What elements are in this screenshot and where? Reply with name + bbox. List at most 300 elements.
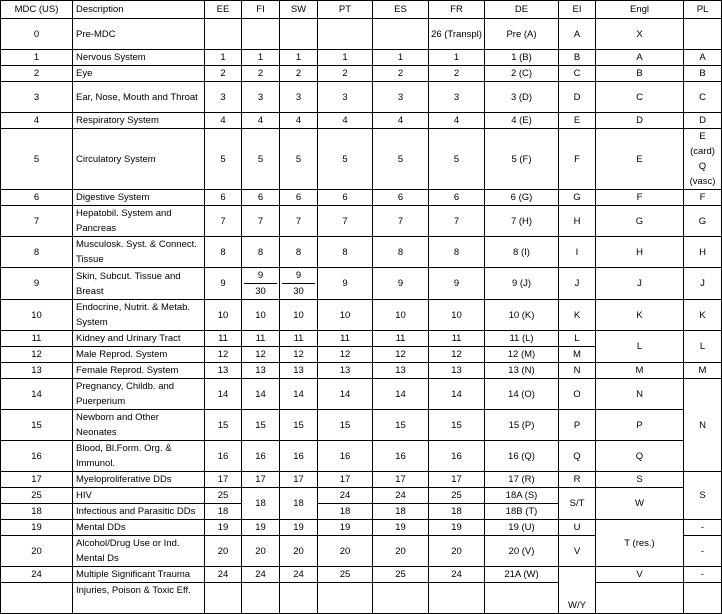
- cell-sw: [280, 19, 318, 50]
- table-row: [1, 379, 722, 410]
- cell-mdc: 1: [1, 50, 73, 66]
- cell-description: Alcohol/Drug Use or Ind. Mental Ds: [73, 536, 205, 567]
- cell-ei: V: [559, 536, 596, 567]
- cell-fr: 1: [429, 50, 485, 66]
- cell-pt: 19: [318, 520, 373, 536]
- table-row: [1, 66, 722, 82]
- cell-pt: 18: [318, 504, 373, 520]
- cell-sw: 2: [280, 66, 318, 82]
- cell-ei: B: [559, 50, 596, 66]
- cell-mdc: 12: [1, 347, 73, 363]
- cell-es: 8: [373, 237, 429, 268]
- cell-mdc: 9: [1, 268, 73, 300]
- cell-ei: D: [559, 82, 596, 113]
- cell-fr: 13: [429, 363, 485, 379]
- cell-mdc: 3: [1, 82, 73, 113]
- cell-fi: 20: [242, 536, 280, 567]
- cell-description: Myeloproliferative DDs: [73, 472, 205, 488]
- cell-ee: 9: [205, 268, 242, 300]
- table-row: [1, 410, 722, 441]
- cell-pt: 1: [318, 50, 373, 66]
- cell-es: 6: [373, 190, 429, 206]
- table-row: [1, 237, 722, 268]
- cell-fr: 12: [429, 347, 485, 363]
- cell-ei: C: [559, 66, 596, 82]
- cell-es: 4: [373, 113, 429, 129]
- cell-engl: C: [596, 82, 684, 113]
- cell-description: Blood, Bl.Form. Org. & Immunol.: [73, 441, 205, 472]
- cell-sw: 4: [280, 113, 318, 129]
- cell-de: 17 (R): [485, 472, 559, 488]
- cell-ee: 12: [205, 347, 242, 363]
- cell-pl-merged: N: [684, 379, 722, 472]
- cell-description: Endocrine, Nutrit. & Metab. System: [73, 300, 205, 331]
- cell-ee: 16: [205, 441, 242, 472]
- cell-engl: [596, 583, 684, 614]
- cell-fr: 4: [429, 113, 485, 129]
- cell-es: 15: [373, 410, 429, 441]
- cell-engl-merged: W: [596, 488, 684, 520]
- cell-ei: M: [559, 347, 596, 363]
- cell-ei: P: [559, 410, 596, 441]
- cell-engl: A: [596, 50, 684, 66]
- cell-fr: 26 (Transpl): [429, 19, 485, 50]
- header-pt: PT: [318, 1, 373, 19]
- cell-fi: 2: [242, 66, 280, 82]
- cell-engl: B: [596, 66, 684, 82]
- cell-sw: 10: [280, 300, 318, 331]
- cell-ei: F: [559, 129, 596, 190]
- cell-mdc: 5: [1, 129, 73, 190]
- cell-mdc: 10: [1, 300, 73, 331]
- cell-engl: D: [596, 113, 684, 129]
- cell-sw: 20: [280, 536, 318, 567]
- cell-description: Injuries, Poison & Toxic Eff.: [73, 583, 205, 614]
- cell-mdc: 15: [1, 410, 73, 441]
- table-row: [1, 331, 722, 347]
- cell-es: 14: [373, 379, 429, 410]
- cell-ee: 11: [205, 331, 242, 347]
- cell-fr: [429, 583, 485, 614]
- cell-description: Skin, Subcut. Tissue and Breast: [73, 268, 205, 300]
- cell-engl: V: [596, 567, 684, 583]
- cell-fr: 3: [429, 82, 485, 113]
- cell-sw: 17: [280, 472, 318, 488]
- cell-ee: 14: [205, 379, 242, 410]
- cell-ee: 24: [205, 567, 242, 583]
- header-pl: PL: [684, 1, 722, 19]
- cell-engl: F: [596, 190, 684, 206]
- cell-fi: [242, 583, 280, 614]
- cell-pl: -: [684, 520, 722, 536]
- cell-sw: 14: [280, 379, 318, 410]
- cell-pt: 4: [318, 113, 373, 129]
- header-sw: SW: [280, 1, 318, 19]
- cell-fr: 2: [429, 66, 485, 82]
- cell-description: Ear, Nose, Mouth and Throat: [73, 82, 205, 113]
- cell-ei: U: [559, 520, 596, 536]
- header-ee: EE: [205, 1, 242, 19]
- cell-ei: R: [559, 472, 596, 488]
- table-row: [1, 567, 722, 583]
- cell-de: 7 (H): [485, 206, 559, 237]
- cell-fi-top: 9: [257, 270, 264, 281]
- cell-fi: 5: [242, 129, 280, 190]
- cell-de: 21A (W): [485, 567, 559, 583]
- cell-mdc: 7: [1, 206, 73, 237]
- cell-sw: 6: [280, 190, 318, 206]
- cell-es: 16: [373, 441, 429, 472]
- header-fr: FR: [429, 1, 485, 19]
- cell-engl: Q: [596, 441, 684, 472]
- cell-sw: 8: [280, 237, 318, 268]
- cell-mdc: 11: [1, 331, 73, 347]
- cell-fr: 5: [429, 129, 485, 190]
- cell-ei: O: [559, 379, 596, 410]
- cell-sw-top: 9: [295, 270, 302, 281]
- table-row: [1, 82, 722, 113]
- cell-pl: B: [684, 66, 722, 82]
- cell-description: Hepatobil. System and Pancreas: [73, 206, 205, 237]
- cell-pl-bottom: Q (vasc): [689, 161, 716, 187]
- cell-es: 24: [373, 488, 429, 504]
- cell-fr: 9: [429, 268, 485, 300]
- header-de: DE: [485, 1, 559, 19]
- cell-description: Musculosk. Syst. & Connect. Tissue: [73, 237, 205, 268]
- cell-engl-merged: L: [596, 331, 684, 363]
- cell-mdc: 25: [1, 488, 73, 504]
- cell-de: 6 (G): [485, 190, 559, 206]
- cell-pt: 11: [318, 331, 373, 347]
- cell-pt: 6: [318, 190, 373, 206]
- cell-fi: [242, 19, 280, 50]
- cell-fr: 20: [429, 536, 485, 567]
- cell-sw: 7: [280, 206, 318, 237]
- cell-ei: J: [559, 268, 596, 300]
- cell-engl: G: [596, 206, 684, 237]
- cell-description: Pregnancy, Childb. and Puerperium: [73, 379, 205, 410]
- cell-es: 1: [373, 50, 429, 66]
- cell-fi: 15: [242, 410, 280, 441]
- cell-es: 17: [373, 472, 429, 488]
- cell-de: 15 (P): [485, 410, 559, 441]
- cell-pt: [318, 583, 373, 614]
- cell-pl: K: [684, 300, 722, 331]
- cell-mdc: 0: [1, 19, 73, 50]
- cell-es: 20: [373, 536, 429, 567]
- cell-mdc: 18: [1, 504, 73, 520]
- cell-es: 3: [373, 82, 429, 113]
- cell-mdc: 4: [1, 113, 73, 129]
- cell-sw: 11: [280, 331, 318, 347]
- cell-es: 11: [373, 331, 429, 347]
- cell-ee: 10: [205, 300, 242, 331]
- cell-de: 10 (K): [485, 300, 559, 331]
- cell-sw: 1: [280, 50, 318, 66]
- cell-description: Respiratory System: [73, 113, 205, 129]
- cell-sw: 12: [280, 347, 318, 363]
- cell-fi-bottom: 30: [244, 283, 277, 299]
- cell-de: 13 (N): [485, 363, 559, 379]
- header-ei: EI: [559, 1, 596, 19]
- cell-sw: 24: [280, 567, 318, 583]
- cell-fr: 11: [429, 331, 485, 347]
- cell-de: 19 (U): [485, 520, 559, 536]
- table-row: [1, 190, 722, 206]
- cell-de: 9 (J): [485, 268, 559, 300]
- cell-engl: K: [596, 300, 684, 331]
- cell-fi: 4: [242, 113, 280, 129]
- cell-de: 20 (V): [485, 536, 559, 567]
- table-row: [1, 520, 722, 536]
- cell-sw: 5: [280, 129, 318, 190]
- cell-de: 2 (C): [485, 66, 559, 82]
- cell-sw: 3: [280, 82, 318, 113]
- cell-engl: X: [596, 19, 684, 50]
- cell-ei: I: [559, 237, 596, 268]
- cell-fr: 25: [429, 488, 485, 504]
- cell-ee: 20: [205, 536, 242, 567]
- cell-es: 19: [373, 520, 429, 536]
- cell-pl: J: [684, 268, 722, 300]
- header-engl: Engl: [596, 1, 684, 19]
- cell-fr: 17: [429, 472, 485, 488]
- cell-ee: 25: [205, 488, 242, 504]
- cell-fr: 18: [429, 504, 485, 520]
- cell-ee: 19: [205, 520, 242, 536]
- table-row: [1, 206, 722, 237]
- cell-engl: E: [596, 129, 684, 190]
- cell-ei: E: [559, 113, 596, 129]
- cell-es: 13: [373, 363, 429, 379]
- cell-pt: 7: [318, 206, 373, 237]
- cell-pl-merged: S: [684, 472, 722, 520]
- cell-sw-bottom: 30: [282, 283, 315, 299]
- cell-pl: H: [684, 237, 722, 268]
- cell-description: Eye: [73, 66, 205, 82]
- cell-pl: [684, 19, 722, 50]
- cell-pl-merged: L: [684, 331, 722, 363]
- cell-fr: 7: [429, 206, 485, 237]
- cell-description: Circulatory System: [73, 129, 205, 190]
- cell-es: 2: [373, 66, 429, 82]
- cell-pt: 14: [318, 379, 373, 410]
- cell-pl: [684, 583, 722, 614]
- cell-fr: 24: [429, 567, 485, 583]
- table-row: [1, 300, 722, 331]
- cell-de: 11 (L): [485, 331, 559, 347]
- cell-de: 18A (S): [485, 488, 559, 504]
- cell-ei: Q: [559, 441, 596, 472]
- cell-ee: 18: [205, 504, 242, 520]
- cell-engl: N: [596, 379, 684, 410]
- cell-description: Male Reprod. System: [73, 347, 205, 363]
- cell-pl: A: [684, 50, 722, 66]
- cell-mdc: 17: [1, 472, 73, 488]
- cell-pl: C: [684, 82, 722, 113]
- cell-fr: 16: [429, 441, 485, 472]
- cell-engl: H: [596, 237, 684, 268]
- cell-fi: 6: [242, 190, 280, 206]
- cell-engl: S: [596, 472, 684, 488]
- cell-pl: [684, 129, 722, 190]
- cell-de: 4 (E): [485, 113, 559, 129]
- cell-description: Mental DDs: [73, 520, 205, 536]
- cell-pt: 9: [318, 268, 373, 300]
- cell-sw: 15: [280, 410, 318, 441]
- cell-description: Kidney and Urinary Tract: [73, 331, 205, 347]
- cell-engl: P: [596, 410, 684, 441]
- cell-pt: 5: [318, 129, 373, 190]
- cell-fr: 19: [429, 520, 485, 536]
- cell-description: Multiple Significant Trauma: [73, 567, 205, 583]
- cell-de: 1 (B): [485, 50, 559, 66]
- cell-ei: K: [559, 300, 596, 331]
- cell-ei: A: [559, 19, 596, 50]
- cell-fr: 6: [429, 190, 485, 206]
- cell-pt: 25: [318, 567, 373, 583]
- cell-fi: 11: [242, 331, 280, 347]
- cell-de: 16 (Q): [485, 441, 559, 472]
- cell-de: [485, 583, 559, 614]
- cell-sw: [280, 583, 318, 614]
- cell-fi: 24: [242, 567, 280, 583]
- cell-ei: H: [559, 206, 596, 237]
- cell-fi: [242, 268, 280, 300]
- cell-ee: 5: [205, 129, 242, 190]
- cell-fi: 12: [242, 347, 280, 363]
- cell-es: [373, 19, 429, 50]
- cell-es: 7: [373, 206, 429, 237]
- cell-mdc: 2: [1, 66, 73, 82]
- cell-ee: 8: [205, 237, 242, 268]
- cell-fi-merged: 18: [242, 488, 280, 520]
- cell-es: 9: [373, 268, 429, 300]
- cell-pl: M: [684, 363, 722, 379]
- cell-de: 8 (I): [485, 237, 559, 268]
- cell-de: 18B (T): [485, 504, 559, 520]
- cell-fi: 10: [242, 300, 280, 331]
- cell-de: Pre (A): [485, 19, 559, 50]
- cell-sw: 19: [280, 520, 318, 536]
- table-row: [1, 472, 722, 488]
- cell-es: 10: [373, 300, 429, 331]
- cell-fi: 19: [242, 520, 280, 536]
- cell-pl: -: [684, 567, 722, 583]
- table-row: [1, 583, 722, 614]
- cell-es: 18: [373, 504, 429, 520]
- cell-mdc: 8: [1, 237, 73, 268]
- cell-de: 3 (D): [485, 82, 559, 113]
- table-row: [1, 129, 722, 190]
- cell-description: Newborn and Other Neonates: [73, 410, 205, 441]
- cell-engl: J: [596, 268, 684, 300]
- cell-de: 12 (M): [485, 347, 559, 363]
- cell-mdc: 20: [1, 536, 73, 567]
- table-row: [1, 113, 722, 129]
- cell-es: 12: [373, 347, 429, 363]
- cell-fi: 14: [242, 379, 280, 410]
- table-row: [1, 441, 722, 472]
- cell-pl: F: [684, 190, 722, 206]
- cell-fi: 17: [242, 472, 280, 488]
- cell-description: Female Reprod. System: [73, 363, 205, 379]
- cell-de: 14 (O): [485, 379, 559, 410]
- cell-pl-top: E (card): [690, 131, 715, 157]
- cell-pl: G: [684, 206, 722, 237]
- cell-engl: M: [596, 363, 684, 379]
- cell-ee: 15: [205, 410, 242, 441]
- cell-pt: 20: [318, 536, 373, 567]
- cell-ee: [205, 583, 242, 614]
- cell-fi: 3: [242, 82, 280, 113]
- cell-fi: 7: [242, 206, 280, 237]
- table-row: [1, 50, 722, 66]
- cell-mdc: 24: [1, 567, 73, 583]
- cell-engl-merged: T (res.): [596, 520, 684, 567]
- cell-pt: [318, 19, 373, 50]
- cell-description: Nervous System: [73, 50, 205, 66]
- cell-es: 25: [373, 567, 429, 583]
- cell-mdc: 16: [1, 441, 73, 472]
- cell-pt: 3: [318, 82, 373, 113]
- header-mdc: MDC (US): [1, 1, 73, 19]
- cell-sw: 16: [280, 441, 318, 472]
- header-es: ES: [373, 1, 429, 19]
- cell-sw: [280, 268, 318, 300]
- cell-ee: 4: [205, 113, 242, 129]
- cell-ee: 17: [205, 472, 242, 488]
- cell-fi: 13: [242, 363, 280, 379]
- cell-fi: 16: [242, 441, 280, 472]
- cell-mdc: 6: [1, 190, 73, 206]
- table-row: [1, 19, 722, 50]
- cell-ei-merged: W/Y: [559, 567, 596, 614]
- cell-ee: 3: [205, 82, 242, 113]
- header-description: Description: [73, 1, 205, 19]
- header-row: [1, 1, 722, 19]
- cell-mdc: 13: [1, 363, 73, 379]
- cell-mdc: 19: [1, 520, 73, 536]
- cell-pt: 10: [318, 300, 373, 331]
- cell-pt: 15: [318, 410, 373, 441]
- cell-pt: 13: [318, 363, 373, 379]
- table-row: [1, 488, 722, 504]
- cell-de: 5 (F): [485, 129, 559, 190]
- cell-ee: 7: [205, 206, 242, 237]
- cell-pt: 17: [318, 472, 373, 488]
- cell-pl: D: [684, 113, 722, 129]
- cell-description: HIV: [73, 488, 205, 504]
- cell-description: Digestive System: [73, 190, 205, 206]
- cell-es: [373, 583, 429, 614]
- cell-pl: -: [684, 536, 722, 567]
- cell-fi: 1: [242, 50, 280, 66]
- cell-ei-merged: S/T: [559, 488, 596, 520]
- cell-ee: 1: [205, 50, 242, 66]
- cell-mdc: [1, 583, 73, 614]
- cell-pt: 24: [318, 488, 373, 504]
- cell-pt: 8: [318, 237, 373, 268]
- cell-ee: 13: [205, 363, 242, 379]
- cell-fi: 8: [242, 237, 280, 268]
- cell-es: 5: [373, 129, 429, 190]
- cell-fr: 15: [429, 410, 485, 441]
- cell-description: Infectious and Parasitic DDs: [73, 504, 205, 520]
- cell-fr: 14: [429, 379, 485, 410]
- cell-pt: 12: [318, 347, 373, 363]
- cell-ee: [205, 19, 242, 50]
